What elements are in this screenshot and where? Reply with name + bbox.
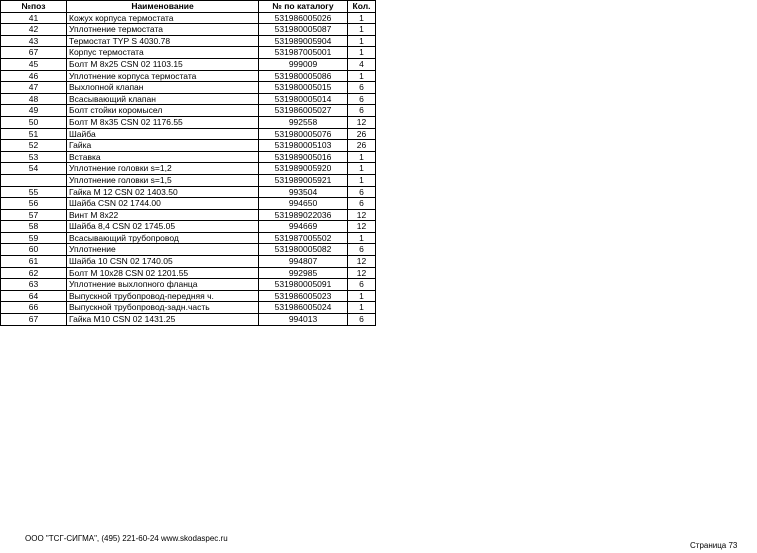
cell-name: Уплотнение корпуса термостата — [67, 70, 259, 82]
cell-qty: 1 — [348, 174, 376, 186]
cell-name: Гайка — [67, 140, 259, 152]
cell-catalog: 531980005082 — [259, 244, 348, 256]
table-row — [1, 140, 376, 152]
table-row — [1, 279, 376, 291]
cell-catalog: 531980005091 — [259, 279, 348, 291]
cell-pos: 55 — [1, 186, 67, 198]
cell-name: Уплотнение термостата — [67, 24, 259, 36]
cell-name: Выхлопной клапан — [67, 82, 259, 94]
cell-catalog: 531986005023 — [259, 290, 348, 302]
cell-qty: 12 — [348, 256, 376, 268]
cell-qty: 1 — [348, 151, 376, 163]
cell-qty: 6 — [348, 105, 376, 117]
cell-name: Болт М 8x25 CSN 02 1103.15 — [67, 58, 259, 70]
cell-pos: 62 — [1, 267, 67, 279]
table-row — [1, 256, 376, 268]
cell-catalog: 994650 — [259, 198, 348, 210]
cell-qty: 6 — [348, 314, 376, 326]
cell-catalog: 994807 — [259, 256, 348, 268]
cell-catalog: 531989005921 — [259, 174, 348, 186]
table-row — [1, 70, 376, 82]
cell-catalog: 531980005087 — [259, 24, 348, 36]
cell-qty: 12 — [348, 267, 376, 279]
table-row — [1, 12, 376, 24]
cell-pos: 50 — [1, 116, 67, 128]
cell-name: Болт М 10x28 CSN 02 1201.55 — [67, 267, 259, 279]
cell-catalog: 531989005016 — [259, 151, 348, 163]
cell-qty: 1 — [348, 232, 376, 244]
cell-pos: 52 — [1, 140, 67, 152]
table-row — [1, 35, 376, 47]
cell-catalog: 531986005024 — [259, 302, 348, 314]
cell-pos: 66 — [1, 302, 67, 314]
cell-qty: 1 — [348, 302, 376, 314]
table-row — [1, 302, 376, 314]
table-row — [1, 24, 376, 36]
table-row — [1, 58, 376, 70]
cell-qty: 12 — [348, 221, 376, 233]
table-row — [1, 267, 376, 279]
cell-catalog: 994013 — [259, 314, 348, 326]
cell-catalog: 531980005086 — [259, 70, 348, 82]
cell-catalog: 992558 — [259, 116, 348, 128]
cell-pos: 42 — [1, 24, 67, 36]
cell-pos: 59 — [1, 232, 67, 244]
cell-qty: 1 — [348, 24, 376, 36]
cell-qty: 4 — [348, 58, 376, 70]
table-row — [1, 47, 376, 59]
header-catalog: № по каталогу — [259, 1, 348, 13]
cell-name: Шайба — [67, 128, 259, 140]
cell-pos: 63 — [1, 279, 67, 291]
cell-pos: 49 — [1, 105, 67, 117]
cell-name: Вставка — [67, 151, 259, 163]
cell-pos — [1, 174, 67, 186]
cell-qty: 1 — [348, 35, 376, 47]
cell-name: Болт М 8x35 CSN 02 1176.55 — [67, 116, 259, 128]
table-row — [1, 128, 376, 140]
cell-qty: 1 — [348, 70, 376, 82]
cell-qty: 6 — [348, 244, 376, 256]
cell-name: Гайка М10 CSN 02 1431.25 — [67, 314, 259, 326]
table-row — [1, 174, 376, 186]
cell-name: Выпускной трубопровод-передняя ч. — [67, 290, 259, 302]
cell-catalog: 999009 — [259, 58, 348, 70]
cell-pos: 67 — [1, 47, 67, 59]
cell-pos: 41 — [1, 12, 67, 24]
cell-pos: 53 — [1, 151, 67, 163]
cell-qty: 12 — [348, 209, 376, 221]
cell-name: Уплотнение выхлопного фланца — [67, 279, 259, 291]
header-pos: №поз — [1, 1, 67, 13]
cell-name: Шайба CSN 02 1744.00 — [67, 198, 259, 210]
cell-pos: 61 — [1, 256, 67, 268]
page-number: Страница 73 — [690, 541, 738, 550]
cell-catalog: 531989005904 — [259, 35, 348, 47]
cell-pos: 58 — [1, 221, 67, 233]
table-row — [1, 82, 376, 94]
cell-name: Всасывающий клапан — [67, 93, 259, 105]
cell-name: Термостат TYP S 4030.78 — [67, 35, 259, 47]
cell-qty: 1 — [348, 12, 376, 24]
cell-name: Уплотнение — [67, 244, 259, 256]
cell-qty: 6 — [348, 93, 376, 105]
cell-name: Болт стойки коромысел — [67, 105, 259, 117]
cell-catalog: 993504 — [259, 186, 348, 198]
table-row — [1, 221, 376, 233]
cell-qty: 26 — [348, 140, 376, 152]
cell-pos: 56 — [1, 198, 67, 210]
cell-pos: 48 — [1, 93, 67, 105]
cell-catalog: 531989022036 — [259, 209, 348, 221]
cell-name: Уплотнение головки s=1,2 — [67, 163, 259, 175]
cell-name: Уплотнение головки s=1,5 — [67, 174, 259, 186]
cell-name: Гайка М 12 CSN 02 1403.50 — [67, 186, 259, 198]
cell-name: Шайба 8,4 CSN 02 1745.05 — [67, 221, 259, 233]
cell-pos: 45 — [1, 58, 67, 70]
cell-qty: 1 — [348, 163, 376, 175]
header-qty: Кол. — [348, 1, 376, 13]
cell-qty: 1 — [348, 47, 376, 59]
cell-qty: 12 — [348, 116, 376, 128]
table-row — [1, 163, 376, 175]
cell-pos: 43 — [1, 35, 67, 47]
table-row — [1, 93, 376, 105]
cell-catalog: 531987005502 — [259, 232, 348, 244]
header-name: Наименование — [67, 1, 259, 13]
cell-catalog: 531989005920 — [259, 163, 348, 175]
cell-catalog: 531980005076 — [259, 128, 348, 140]
cell-name: Шайба 10 CSN 02 1740.05 — [67, 256, 259, 268]
parts-table — [0, 0, 376, 326]
table-header-row — [1, 1, 376, 13]
cell-qty: 6 — [348, 186, 376, 198]
cell-pos: 47 — [1, 82, 67, 94]
cell-qty: 6 — [348, 279, 376, 291]
cell-catalog: 994669 — [259, 221, 348, 233]
cell-qty: 1 — [348, 290, 376, 302]
cell-name: Выпускной трубопровод-задн.часть — [67, 302, 259, 314]
cell-qty: 6 — [348, 82, 376, 94]
table-row — [1, 290, 376, 302]
table-row — [1, 105, 376, 117]
cell-catalog: 531980005103 — [259, 140, 348, 152]
cell-name: Винт М 8x22 — [67, 209, 259, 221]
cell-catalog: 531980005014 — [259, 93, 348, 105]
table-row — [1, 232, 376, 244]
cell-catalog: 531986005027 — [259, 105, 348, 117]
table-row — [1, 244, 376, 256]
cell-name: Кожух корпуса термостата — [67, 12, 259, 24]
cell-pos: 60 — [1, 244, 67, 256]
cell-name: Корпус термостата — [67, 47, 259, 59]
cell-catalog: 531980005015 — [259, 82, 348, 94]
cell-catalog: 531987005001 — [259, 47, 348, 59]
table-row — [1, 314, 376, 326]
cell-pos: 57 — [1, 209, 67, 221]
cell-pos: 46 — [1, 70, 67, 82]
table-row — [1, 116, 376, 128]
cell-name: Всасывающий трубопровод — [67, 232, 259, 244]
cell-pos: 54 — [1, 163, 67, 175]
cell-pos: 64 — [1, 290, 67, 302]
table-row — [1, 151, 376, 163]
table-row — [1, 186, 376, 198]
table-row — [1, 198, 376, 210]
cell-qty: 6 — [348, 198, 376, 210]
cell-qty: 26 — [348, 128, 376, 140]
cell-catalog: 992985 — [259, 267, 348, 279]
cell-pos: 51 — [1, 128, 67, 140]
cell-catalog: 531986005026 — [259, 12, 348, 24]
footer-company: ООО "ТСГ-СИГМА", (495) 221-60-24 www.skodaspec.ru — [25, 534, 228, 543]
cell-pos: 67 — [1, 314, 67, 326]
table-row — [1, 209, 376, 221]
